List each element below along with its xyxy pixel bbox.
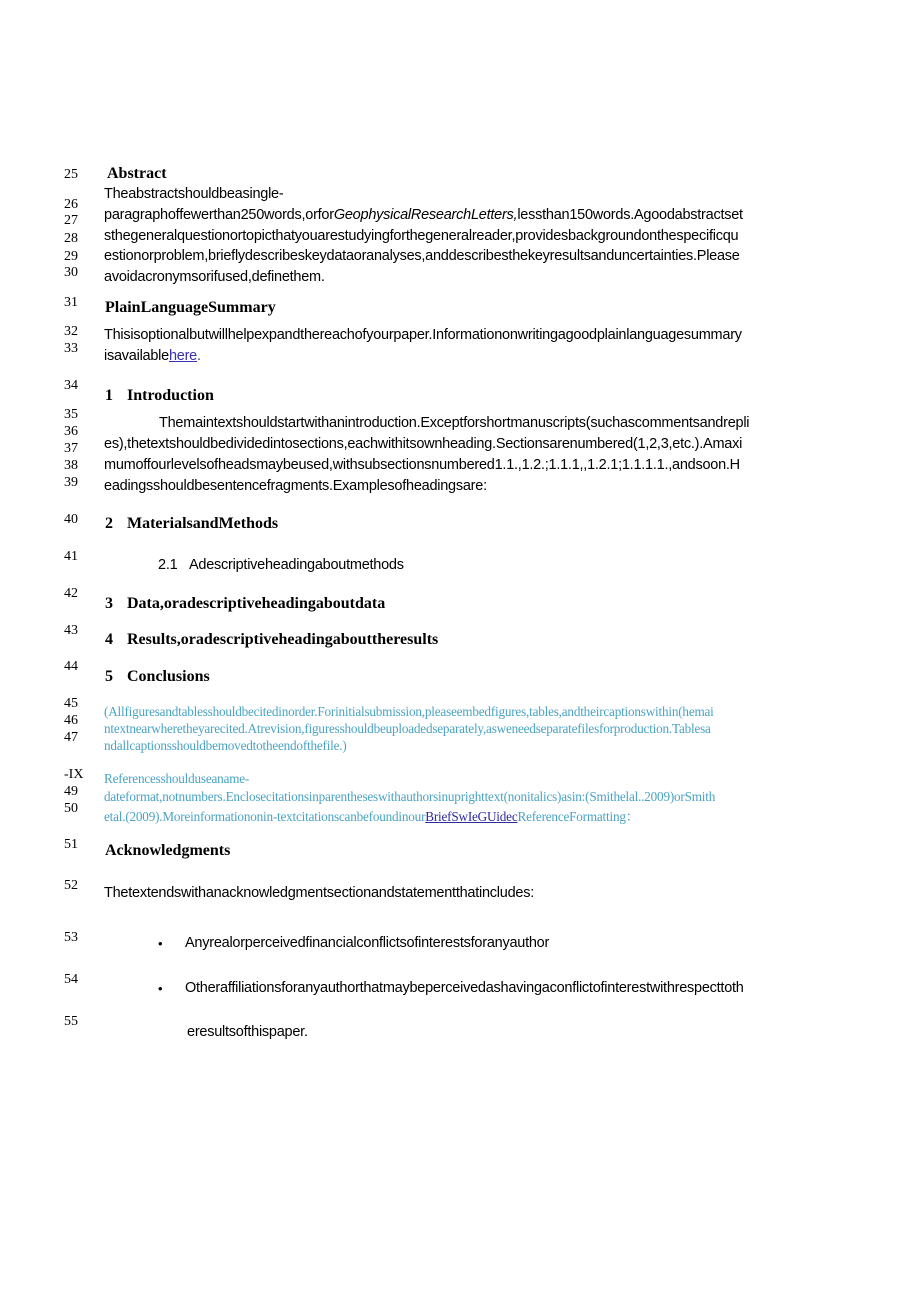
- section-heading-introduction: 1 Introduction: [105, 387, 214, 404]
- section-heading-data: 3 Data,oradescriptiveheadingaboutdata: [105, 595, 386, 612]
- line-number: 50: [64, 801, 78, 816]
- line-number: 55: [64, 1014, 78, 1029]
- abstract-line: avoidacronymsorifused,definethem.: [104, 269, 325, 285]
- abstract-line: paragraphoffewerthan250words,orforGeophysicalResearchLetters,lessthan150words.Agoodabstractset: [104, 207, 743, 223]
- pls-heading: PlainLanguageSummary: [105, 299, 276, 316]
- intro-line: Themaintextshouldstartwithanintroduction.Exceptforshortmanuscripts(suchascommentsandrepli: [159, 415, 750, 431]
- line-number: 53: [64, 930, 78, 945]
- references-note-line: Referencesshoulduseaname-: [104, 771, 250, 786]
- section-heading-conclusions: 5 Conclusions: [105, 668, 210, 685]
- line-number: 52: [64, 878, 78, 893]
- line-number: 51: [64, 837, 78, 852]
- line-number: 42: [64, 586, 78, 601]
- section-heading-results: 4 Results,oradescriptiveheadingabouttheresults: [105, 631, 439, 648]
- line-number: 49: [64, 784, 78, 799]
- line-number: 32: [64, 324, 78, 339]
- line-number: 28: [64, 231, 78, 246]
- line-number: 41: [64, 549, 78, 564]
- style-guide-link[interactable]: BriefSwIeGUidec: [425, 809, 518, 824]
- intro-line: es),thetextshouldbedividedintosections,eachwithitsownheading.Sectionsarenumbered(1,2,3,etc.).Amaxi: [104, 436, 743, 452]
- line-number: 25: [64, 167, 78, 182]
- line-number: 36: [64, 424, 78, 439]
- line-number: 40: [64, 512, 78, 527]
- references-note-line: etal.(2009).Moreinformationonin-textcitationscanbefoundinourBriefSwIeGUidecReferenceFormatting：: [104, 809, 639, 824]
- figures-note-line: ntextnearwheretheyarecited.Atrevision,figuresshouldbeuploadedseparately,asweneedseparatefilesforproduction.Tablesa: [104, 721, 711, 736]
- line-number: 31: [64, 295, 78, 310]
- list-item: Anyrealorperceivedfinancialconflictsofinterestsforanyauthor: [185, 935, 550, 951]
- acknowledgments-intro: Thetextendswithanacknowledgmentsectionandstatementthatincludes:: [104, 885, 534, 901]
- line-number: 37: [64, 441, 78, 456]
- subsection-heading-methods: 2.1 Adescriptiveheadingaboutmethods: [158, 557, 404, 573]
- abstract-line: Theabstractshouldbeasingle-: [104, 186, 284, 202]
- references-note-line: dateformat,notnumbers.Enclosecitationsinparentheseswithauthorsinuprighttext(nonitalics)asin:(Smithelal..2009)orSmith: [104, 789, 716, 804]
- line-number: -IX: [64, 767, 84, 782]
- here-link[interactable]: here: [168, 348, 197, 364]
- line-number: 30: [64, 265, 78, 280]
- line-number: 46: [64, 713, 78, 728]
- line-number: 43: [64, 623, 78, 638]
- line-number: 33: [64, 341, 78, 356]
- line-number: 38: [64, 458, 78, 473]
- line-number: 35: [64, 407, 78, 422]
- acknowledgments-heading: Acknowledgments: [105, 842, 231, 859]
- pls-line: isavailablehere.: [104, 348, 201, 364]
- bullet-icon: •: [158, 981, 163, 996]
- section-heading-methods: 2 MaterialsandMethods: [105, 515, 279, 532]
- abstract-line: estionorproblem,brieflydescribeskeydataoranalyses,anddescribesthekeyresultsanduncertainties.Please: [104, 248, 740, 264]
- intro-line: mumoffourlevelsofheadsmaybeused,withsubsectionsnumbered1.1.,1.2.;1.1.1,,1.2.1;1.1.1.1.,andsoon.H: [104, 457, 740, 473]
- list-item-continuation: eresultsofthispaper.: [187, 1024, 308, 1040]
- line-number: 45: [64, 696, 78, 711]
- line-number: 26: [64, 197, 78, 212]
- line-number: 34: [64, 378, 78, 393]
- figures-note-line: (Allfiguresandtablesshouldbecitedinorder.Forinitialsubmission,pleaseembedfigures,tables,andtheircaptionswithin(hemai: [104, 704, 714, 719]
- bullet-icon: •: [158, 936, 163, 951]
- abstract-line: sthegeneralquestionortopicthatyouarestudyingforthegeneralreader,providesbackgroundonthespecificqu: [104, 228, 739, 244]
- figures-note-line: ndallcaptionsshouldbemovedtotheendofthefile.): [104, 738, 347, 753]
- line-number: 54: [64, 972, 78, 987]
- intro-line: eadingsshouldbesentencefragments.Examplesofheadingsare:: [104, 478, 487, 494]
- line-number: 44: [64, 659, 78, 674]
- line-number: 29: [64, 249, 78, 264]
- journal-name: GeophysicalResearchLetters,: [333, 207, 518, 223]
- list-item: Otheraffiliationsforanyauthorthatmaybeperceivedashavingaconflictofinterestwithrespecttoth: [185, 980, 744, 996]
- abstract-heading: Abstract: [107, 165, 167, 182]
- pls-line: Thisisoptionalbutwillhelpexpandthereachofyourpaper.Informationonwritingagoodplainlanguagesummary: [104, 327, 742, 343]
- line-number: 27: [64, 213, 78, 228]
- line-number: 39: [64, 475, 78, 490]
- line-number: 47: [64, 730, 78, 745]
